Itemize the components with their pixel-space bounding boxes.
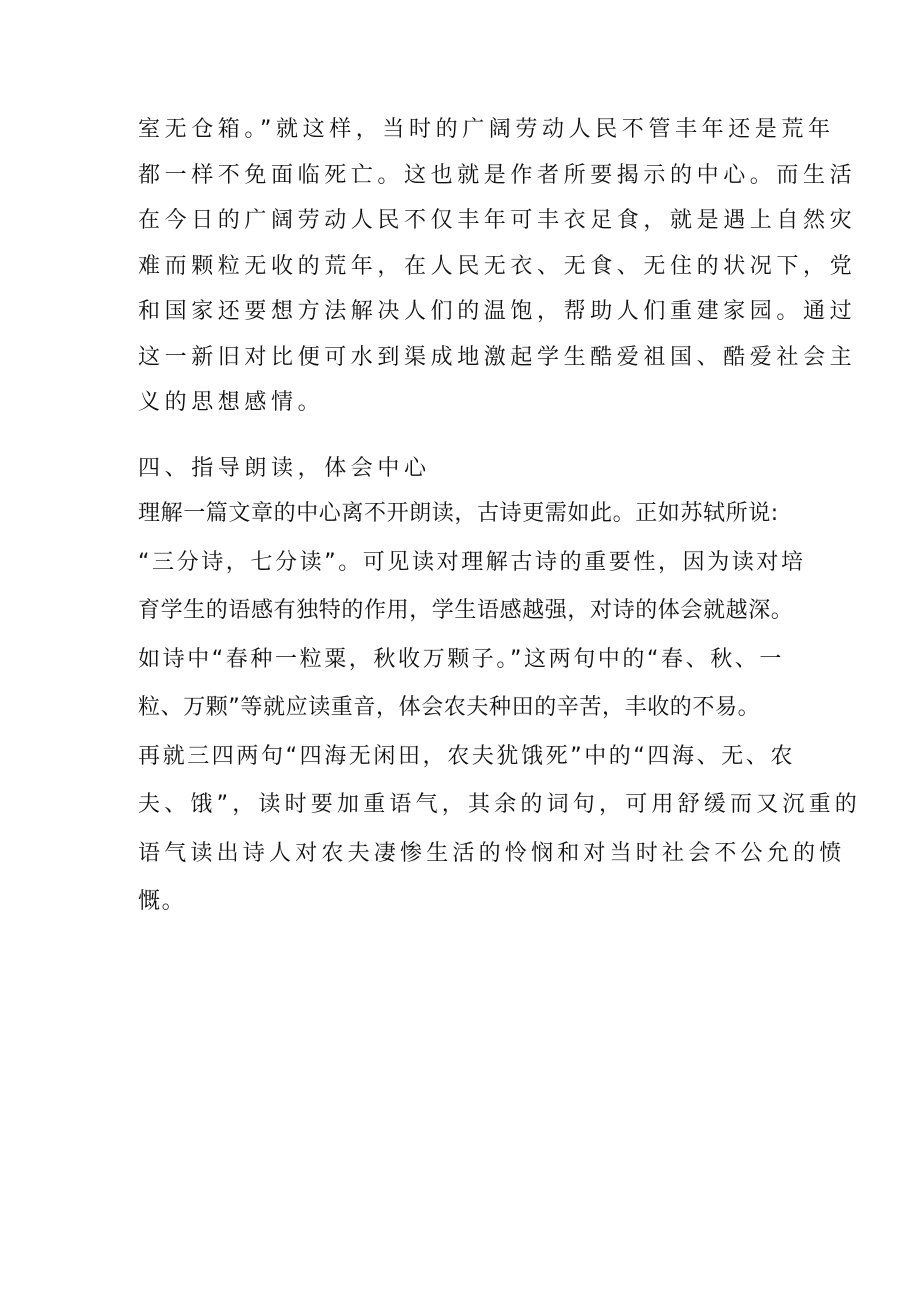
heading-text: 四、指导朗读，体会中心 (138, 456, 431, 481)
text-line: 再就三四两句“四海无闲田，农夫犹饿死”中的“四海、无、农 (138, 743, 795, 769)
text-line: 育学生的语感有独特的作用，学生语感越强，对诗的体会就越深。 (138, 598, 794, 623)
text-line: 难而颗粒无收的荒年，在人民无衣、无食、无住的状况下，党 (138, 253, 857, 279)
text-line: 义的思想感情。 (138, 390, 325, 415)
paragraph-contrast (138, 107, 856, 426)
text-line: 这一新旧对比便可水到渠成地激起学生酷爱祖国、酷爱社会主 (138, 344, 857, 370)
text-line: 夫、饿”，读时要加重语气，其余的词句，可用舒缓而又沉重的 (138, 792, 861, 817)
text-line: “三分诗，七分读”。可见读对理解古诗的重要性，因为读对培 (138, 549, 806, 575)
text-line: 室无仓箱。”就这样，当时的广阔劳动人民不管丰年还是荒年 (138, 117, 835, 142)
text-line: 慨。 (138, 889, 186, 914)
text-line: 理解一篇文章的中心离不开朗读，古诗更需如此。正如苏轼所说: (138, 501, 779, 526)
section-heading (138, 446, 431, 491)
text-line: 在今日的广阔劳动人民不仅丰年可丰衣足食，就是遇上自然灾 (138, 208, 857, 233)
text-line: 语气读出诗人对农夫凄惨生活的怜悯和对当时社会不公允的愤 (138, 840, 846, 866)
text-line: 如诗中“春种一粒粟，秋收万颗子。”这两句中的“春、秋、一 (138, 646, 784, 672)
text-line: 粒、万颗”等就应读重音，体会农夫种田的辛苦，丰收的不易。 (138, 695, 761, 720)
text-line: 和国家还要想方法解决人们的温饱，帮助人们重建家园。通过 (138, 299, 857, 324)
paragraph-reading (138, 490, 861, 927)
text-line: 都一样不免面临死亡。这也就是作者所要揭示的中心。而生活 (138, 162, 857, 188)
